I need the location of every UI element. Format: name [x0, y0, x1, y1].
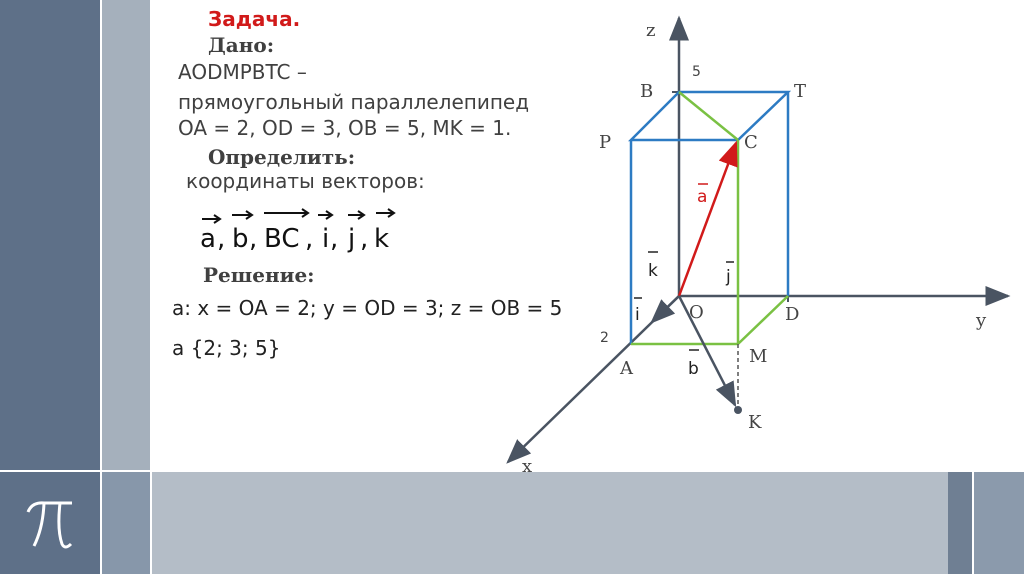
vector-list: [192, 205, 422, 255]
z-axis-label: z: [646, 20, 656, 41]
point-m-label: M: [749, 346, 768, 367]
vector-bc: [679, 92, 738, 140]
svg-text:,: ,: [305, 224, 314, 254]
vector-b-diagram-label: b: [688, 359, 699, 379]
given-label: Дано:: [208, 33, 275, 57]
svg-text:,: ,: [330, 224, 339, 254]
vector-b-arrow: [679, 296, 735, 405]
svg-text:,: ,: [360, 224, 369, 254]
svg-text:,: ,: [217, 224, 226, 254]
vector-a-diagram-label: a: [697, 187, 708, 207]
point-b-label: B: [640, 81, 654, 102]
given-figure-name: AODMPBTC –: [178, 60, 307, 84]
vector-a-label: a: [200, 224, 216, 254]
left-decor-band-light: [102, 0, 150, 470]
edge-md: [738, 296, 788, 344]
point-k: [734, 406, 742, 414]
svg-text:,: ,: [249, 224, 258, 254]
unit-vector-i-arrow: [652, 296, 679, 322]
parallelepiped-diagram: [480, 0, 1024, 480]
x-tick-label: 2: [600, 330, 609, 346]
left-decor-band: [0, 0, 100, 470]
point-a-label: A: [620, 358, 633, 379]
vector-bc-label: BC: [264, 224, 300, 254]
vector-i-label: i: [322, 224, 330, 254]
find-label: Определить:: [208, 145, 356, 169]
vector-b-label: b: [232, 224, 249, 254]
bottom-right-decor-block-light: [974, 472, 1024, 574]
point-t-label: T: [794, 81, 807, 102]
x-axis-label: x: [522, 456, 533, 477]
point-o-label: O: [689, 302, 704, 323]
bottom-right-decor-block: [948, 472, 972, 574]
vector-a-result: a {2; 3; 5}: [172, 336, 281, 360]
given-lengths: OA = 2, OD = 3, OB = 5, MK = 1.: [178, 116, 512, 140]
unit-vector-k-label: k: [648, 261, 658, 281]
y-axis-label: y: [976, 310, 987, 331]
point-p-label: P: [599, 132, 612, 153]
z-tick-label: 5: [692, 64, 701, 80]
solution-label: Решение:: [203, 263, 315, 287]
point-k-label: K: [748, 412, 762, 433]
bottom-decor-block: [102, 472, 150, 574]
unit-vector-i-label: i: [635, 305, 640, 325]
bottom-decor-bar: [152, 472, 948, 574]
find-description: координаты векторов:: [186, 169, 425, 193]
vector-k-label: k: [374, 224, 390, 254]
point-d-label: D: [785, 304, 800, 325]
point-c-label: C: [744, 132, 758, 153]
task-title: Задача.: [208, 7, 301, 31]
vector-j-label: j: [348, 224, 356, 254]
pi-icon: [24, 494, 76, 554]
vector-a-coordinates: a: x = OA = 2; y = OD = 3; z = OB = 5: [172, 296, 563, 320]
given-figure-type: прямоугольный параллелепипед: [178, 90, 530, 114]
unit-vector-j-label: j: [726, 267, 731, 287]
